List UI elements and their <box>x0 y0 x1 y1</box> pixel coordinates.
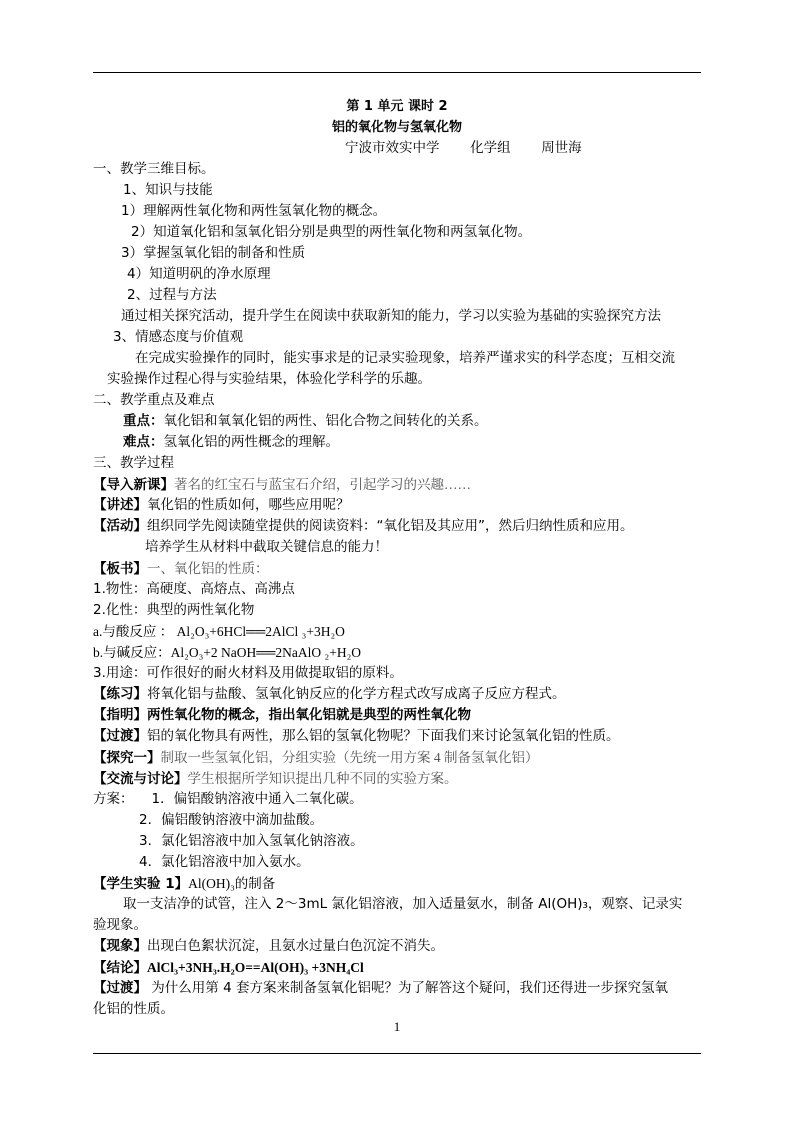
page-number: 1 <box>393 1019 401 1034</box>
observation-text: 出现白色絮状沉淀，且氨水过量白色沉淀不消失。 <box>147 938 444 954</box>
difficult-point <box>93 432 701 453</box>
knowledge-item: 3）掌握氢氧化铝的制备和性质 <box>121 245 306 261</box>
difficult-point-text: 氢氧化铝的两性概念的理解。 <box>163 434 339 450</box>
intro-tag: 【导入新课】 <box>93 477 174 493</box>
doc-subtitle: 铝的氧化物与氢氧化物 <box>331 120 462 135</box>
section-heading-2: 二、教学重点及难点 <box>93 392 215 408</box>
conclusion-line <box>93 957 701 978</box>
transition-line <box>93 726 701 747</box>
key-point-text: 氧化铝和氧氧化铝的两性、铝化合物之间转化的关系。 <box>163 413 488 429</box>
board-text: 一、氧化铝的性质： <box>147 561 269 576</box>
section-heading-1: 一、教学三维目标。 <box>93 161 215 177</box>
discussion-line <box>93 768 701 789</box>
school-name: 宁波市效实中学 <box>345 140 440 156</box>
transition-text: 铝的氧化物具有两性，那么铝的氢氧化物呢？下面我们来讨论氢氧化铝的性质。 <box>147 728 620 744</box>
discussion-tag: 【交流与讨论】 <box>93 771 188 787</box>
intro-text: 著名的红宝石与蓝宝石介绍，引起学习的兴趣…… <box>174 477 471 492</box>
transition-tag: 【过渡】 <box>93 728 147 744</box>
observation-tag: 【现象】 <box>93 938 147 954</box>
transition2-tag: 【过渡】 <box>93 980 147 996</box>
emotion-text: 在完成实验操作的同时，能实事求是的记录实验现象，培养严谨求实的科学态度；互相交流 <box>135 350 675 366</box>
board-tag: 【板书】 <box>93 561 147 577</box>
section-heading-3: 三、教学过程 <box>93 455 174 471</box>
lab-line <box>93 873 701 894</box>
plan-text: 1．偏铝酸钠溶液中通入二氧化碳。 <box>151 791 363 807</box>
activity-line <box>93 516 701 537</box>
knowledge-item: 2）知道氧化铝和氢氧化铝分别是典型的两性氧化物和两氢氧化物。 <box>131 224 532 240</box>
transition2-continued: 化铝的性质。 <box>93 1001 174 1017</box>
reaction-base: b.与碱反应：Al₂O₃+2 NaOH══2NaAlO ₂+H₂O <box>93 645 362 660</box>
practice-line <box>93 684 701 705</box>
plan-label: 方案： <box>93 791 134 807</box>
property-physical: 1.物性：高硬度、高熔点、高沸点 <box>93 581 295 597</box>
header-rule <box>93 72 701 73</box>
lab-tag: 【学生实验 1】 <box>93 876 189 892</box>
explore-text: 制取一些氢氧化铝，分组实验（先统一用方案 4 制备氢氧化铝） <box>160 750 539 765</box>
discussion-text: 学生根据所学知识提出几种不同的实验方案。 <box>187 771 458 786</box>
plan-item <box>93 789 701 810</box>
author-name: 周世海 <box>541 140 582 156</box>
intro-line <box>93 474 701 495</box>
practice-text: 将氧化铝与盐酸、氢氧化钠反应的化学方程式改写成离子反应方程式。 <box>147 686 566 702</box>
activity-note: 培养学生从材料中截取关键信息的能力！ <box>145 539 388 555</box>
activity-tag: 【活动】 <box>93 518 147 534</box>
talk-text: 氧化铝的性质如何，哪些应用呢？ <box>147 497 350 513</box>
plan-item: 2．偏铝酸钠溶液中滴加盐酸。 <box>139 812 324 828</box>
plan-item: 3．氯化铝溶液中加入氢氧化钠溶液。 <box>139 833 364 849</box>
document-body <box>93 96 701 1020</box>
key-point-label: 重点： <box>123 413 164 429</box>
knowledge-item: 4）知道明矾的净水原理 <box>127 266 271 282</box>
reaction-acid: a.与酸反应 ： Al₂O₃+6HCl══2AlCl ₃+3H₂O <box>93 624 345 639</box>
process-text: 通过相关探究活动，提升学生在阅读中获取新知的能力，学习以实验为基础的实验探究方法 <box>121 308 661 324</box>
observation-line <box>93 936 701 957</box>
board-line <box>93 558 701 579</box>
lab-text: Al(OH)₃的制备 <box>188 876 276 891</box>
emotion-heading: 3、情感态度与价值观 <box>113 329 244 345</box>
conclusion-text: AlCl₃+3NH₃.H₂O==Al(OH)₃ +3NH₄Cl <box>147 960 364 975</box>
transition2-text: 为什么用第 4 套方案来制备氢氧化铝呢？为了解答这个疑问，我们还得进一步探究氢氧 <box>147 980 668 996</box>
process-heading: 2、过程与方法 <box>127 287 217 303</box>
transition2-line <box>93 978 701 999</box>
point-text: 两性氧化物的概念，指出氧化铝就是典型的两性氧化物 <box>147 707 471 723</box>
talk-tag: 【讲述】 <box>93 497 147 513</box>
author-line <box>93 138 701 159</box>
lab-description: 取一支洁净的试管，注入 2～3mL 氯化铝溶液，加入适量氨水，制备 Al(OH)₃，观察、记录实 <box>123 896 683 912</box>
emotion-text: 实验操作过程心得与实验结果，体验化学科学的乐趣。 <box>107 371 431 387</box>
property-chemical: 2.化性：典型的两性氧化物 <box>93 602 255 618</box>
point-tag: 【指明】 <box>93 707 147 723</box>
conclusion-tag: 【结论】 <box>93 960 147 976</box>
explore-tag: 【探究一】 <box>93 750 161 766</box>
lab-description: 验现象。 <box>93 917 147 933</box>
talk-line <box>93 495 701 516</box>
point-line <box>93 705 701 726</box>
footer-rule <box>93 1053 701 1054</box>
doc-title: 第 1 单元 课时 2 <box>346 99 448 114</box>
usage-line: 3.用途：可作很好的耐火材料及用做提取铝的原料。 <box>93 665 403 681</box>
knowledge-item: 1）理解两性氧化物和两性氢氧化物的概念。 <box>121 203 387 219</box>
plan-item: 4．氯化铝溶液中加入氨水。 <box>139 854 310 870</box>
activity-text: 组织同学先阅读随堂提供的阅读资料：“氧化铝及其应用”，然后归纳性质和应用。 <box>147 518 634 534</box>
difficult-point-label: 难点： <box>123 434 164 450</box>
explore-line <box>93 747 701 768</box>
knowledge-heading: 1、知识与技能 <box>123 182 213 198</box>
key-point <box>93 411 701 432</box>
practice-tag: 【练习】 <box>93 686 147 702</box>
group-name: 化学组 <box>470 140 511 156</box>
